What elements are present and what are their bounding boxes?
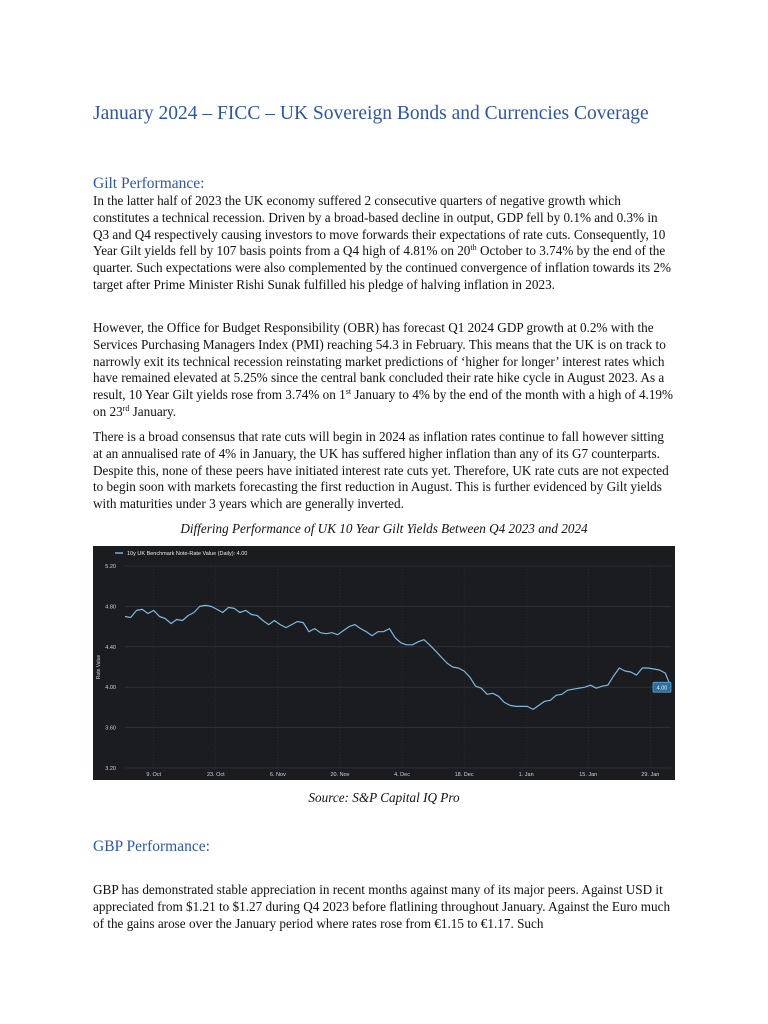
y-tick-label: 4.80 bbox=[105, 604, 116, 611]
y-axis-title: Rate Value bbox=[96, 654, 102, 680]
chart-caption: Differing Performance of UK 10 Year Gilt Yields Between Q4 2023 and 2024 bbox=[180, 521, 588, 536]
paragraph-1-part-b: October to 3.74% by the end of the quarter. Such expectations were also complemented by the continued convergence of inflation towards its 2% target after Prime Minister Rishi Sunak fulfilled his pledge of halving inflation in 2023. bbox=[93, 243, 671, 292]
y-tick-label: 4.00 bbox=[105, 685, 116, 692]
x-tick-label: 23. Oct bbox=[206, 772, 225, 778]
paragraph-2-part-c: January. bbox=[129, 403, 177, 419]
y-tick-label: 5.20 bbox=[105, 564, 116, 570]
y-tick-label: 4.40 bbox=[105, 644, 116, 651]
x-tick-label: 29. Jan bbox=[641, 772, 660, 778]
x-tick-label: 9. Oct bbox=[146, 772, 162, 778]
y-tick-label: 3.60 bbox=[105, 725, 116, 732]
x-tick-label: 6. Nov bbox=[269, 772, 286, 778]
x-tick-label: 4. Dec bbox=[394, 772, 410, 778]
paragraph-2-part-b: January to 4% by the end of the month with a high of 4.19% on 23 bbox=[93, 387, 674, 419]
paragraph-3: There is a broad consensus that rate cuts will begin in 2024 as inflation rates continue to fall however sitting at an annualised rate of 4% in January, the UK has suffered higher inflation than any of its G7 counterparts. Despite this, none of these peers have initiated interest rate cuts yet. Therefore, UK rate cuts are not expected to begin soon with markets forecasting the first reduction in August. This is further evidenced by Gilt yields with maturities under 3 years which are generally inverted. bbox=[93, 429, 669, 512]
paragraph-2-part-a: However, the Office for Budget Responsibility (OBR) has forecast Q1 2024 GDP growth at 0.2% with the Services Purchasing Managers Index (PMI) reaching 54.3 in February. This means that the UK is on track to narrowly exit its technical recession reinstating market predictions of ‘higher for longer’ interest rates which have remained elevated at 5.25% since the central bank concluded their rate hike cycle in August 2023. As a result, 10 Year Gilt yields rose from 3.74% on 1 bbox=[93, 320, 666, 403]
gilt-yield-chart-svg bbox=[93, 546, 675, 780]
x-tick-label: 18. Dec bbox=[454, 772, 474, 778]
y-tick-label: 3.20 bbox=[105, 766, 116, 772]
document-title: January 2024 – FICC – UK Sovereign Bonds and Currencies Coverage bbox=[93, 103, 649, 124]
paragraph-1 bbox=[93, 193, 675, 294]
gbp-performance-heading: GBP Performance: bbox=[93, 838, 210, 855]
x-tick-label: 1. Jan bbox=[518, 772, 534, 778]
end-value-label: 4.00 bbox=[656, 685, 668, 692]
ordinal-suffix: st bbox=[345, 387, 352, 397]
paragraph-4: GBP has demonstrated stable appreciation in recent months against many of its major peers. Against USD it appreciated from $1.21 to $1.27 during Q4 2023 before flatlining throughout January. Against the Euro much of the gains arose over the January period where rates rose from €1.15 to €1.17. Such bbox=[93, 882, 671, 931]
paragraph-1-part-a: In the latter half of 2023 the UK economy suffered 2 consecutive quarters of negative growth which constitutes a technical recession. Driven by a broad-based decline in output, GDP fell by 0.1% and 0.3% in Q3 and Q4 respectively causing investors to move forwards their expectations of rate cuts. Consequently, 10 Year Gilt yields fell by 107 basis points from a Q4 high of 4.81% on 20 bbox=[93, 193, 666, 259]
series-line bbox=[125, 605, 671, 709]
gilt-yield-chart bbox=[93, 546, 675, 780]
x-tick-label: 20. Nov bbox=[330, 772, 350, 778]
ordinal-suffix: th bbox=[470, 243, 477, 253]
paragraph-2 bbox=[93, 320, 675, 421]
chart-source: Source: S&P Capital IQ Pro bbox=[308, 790, 460, 805]
gilt-performance-heading: Gilt Performance: bbox=[93, 175, 205, 192]
x-tick-label: 15. Jan bbox=[579, 772, 598, 778]
ordinal-suffix: rd bbox=[122, 403, 130, 413]
legend-label: 10y UK Benchmark Note-Rate Value (Daily): 4.00 bbox=[127, 551, 248, 557]
